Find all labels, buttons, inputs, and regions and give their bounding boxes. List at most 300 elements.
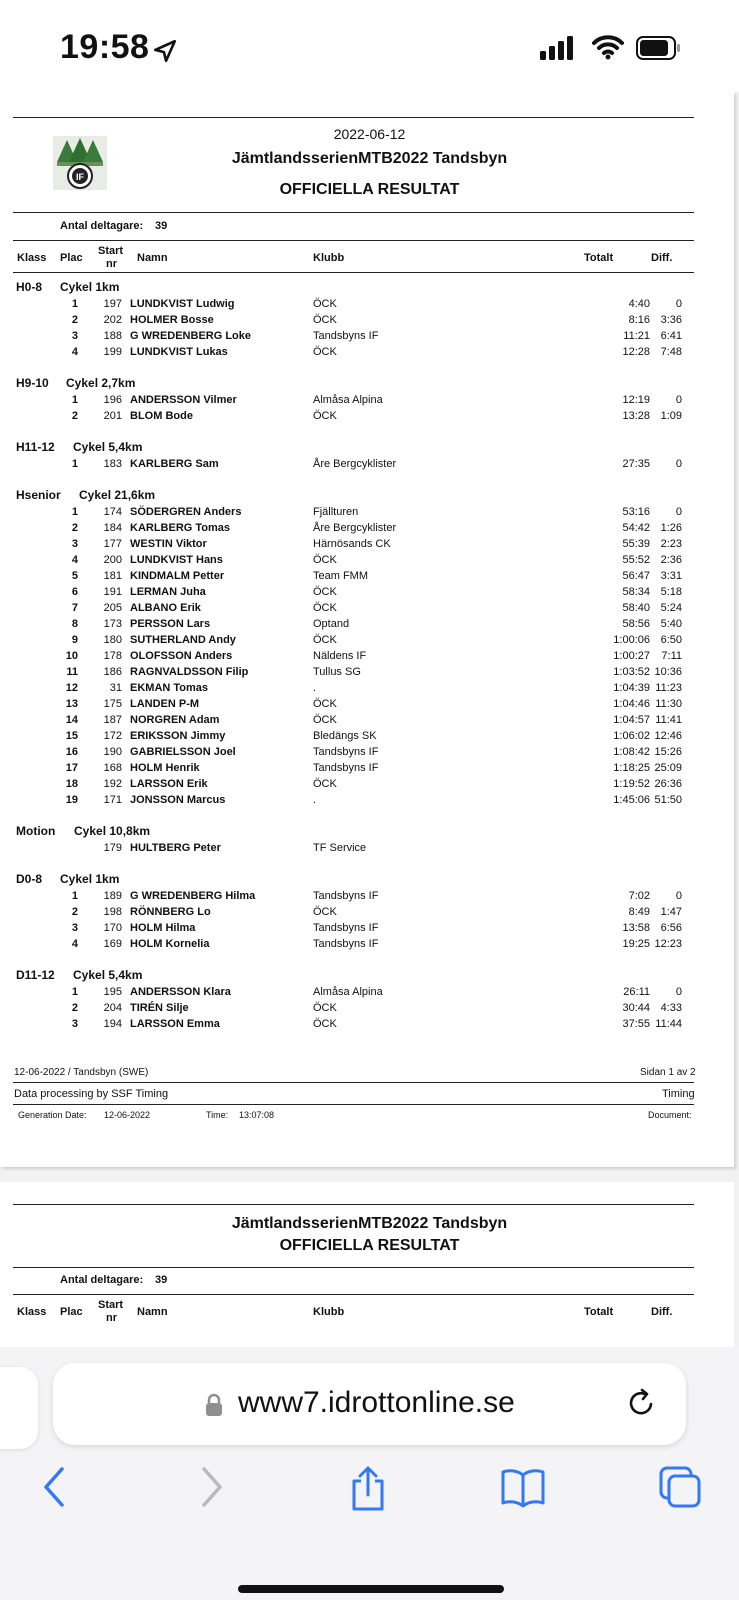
club-name: .: [313, 794, 317, 806]
time-diff: 12:46: [654, 730, 682, 742]
result-row: [0, 778, 739, 794]
placing: 11: [66, 666, 78, 678]
club-name: ÖCK: [313, 634, 337, 646]
result-row: [0, 314, 739, 330]
divider: [13, 240, 694, 241]
divider: [13, 1104, 694, 1105]
total-time: 58:34: [622, 586, 650, 598]
club-name: ÖCK: [313, 778, 337, 790]
start-number: 186: [103, 666, 122, 678]
club-name: ÖCK: [313, 602, 337, 614]
athlete-name: JONSSON Marcus: [130, 794, 226, 806]
result-row: [0, 714, 739, 730]
placing: 3: [71, 330, 78, 342]
col-nr: nr: [106, 1312, 117, 1324]
time-diff: 1:09: [660, 410, 682, 422]
athlete-name: HOLM Hilma: [130, 922, 196, 934]
total-time: 1:18:25: [613, 762, 650, 774]
result-row: [0, 650, 739, 666]
result-row: [0, 506, 739, 522]
result-row: [0, 602, 739, 618]
time-diff: 25:09: [654, 762, 682, 774]
back-icon[interactable]: [40, 1465, 68, 1509]
participants-count-page2: 39: [155, 1274, 168, 1286]
placing: 3: [71, 922, 78, 934]
start-number: 183: [103, 458, 122, 470]
result-row: [0, 330, 739, 346]
athlete-name: GABRIELSSON Joel: [130, 746, 236, 758]
browser-toolbar: [0, 1457, 739, 1527]
divider: [13, 1294, 694, 1295]
club-name: ÖCK: [313, 554, 337, 566]
share-icon[interactable]: [348, 1465, 388, 1513]
placing: 12: [65, 682, 78, 694]
placing: 4: [71, 554, 78, 566]
time-diff: 4:33: [660, 1002, 682, 1014]
class-name: D11-12: [16, 968, 55, 982]
time-diff: 5:24: [660, 602, 682, 614]
result-row: [0, 762, 739, 778]
result-row: [0, 842, 739, 858]
athlete-name: LUNDKVIST Ludwig: [130, 298, 235, 310]
athlete-name: EKMAN Tomas: [130, 682, 209, 694]
divider: [13, 1267, 694, 1268]
class-distance: Cykel 2,7km: [66, 376, 136, 390]
participants-count: 39: [155, 220, 168, 232]
total-time: 56:47: [622, 570, 650, 582]
class-distance: Cykel 10,8km: [74, 824, 151, 838]
tabs-icon[interactable]: [658, 1465, 702, 1509]
col-namn: Namn: [137, 252, 168, 264]
start-number: 191: [103, 586, 122, 598]
bookmarks-icon[interactable]: [500, 1465, 546, 1509]
athlete-name: HOLM Henrik: [130, 762, 200, 774]
time-diff: 6:56: [660, 922, 682, 934]
placing: 2: [71, 906, 78, 918]
url-text[interactable]: www7.idrottonline.se: [238, 1386, 515, 1419]
total-time: 19:25: [622, 938, 650, 950]
col-diff: Diff.: [651, 1306, 673, 1318]
club-name: .: [313, 682, 317, 694]
athlete-name: ALBANO Erik: [130, 602, 201, 614]
club-name: Åre Bergcyklister: [313, 458, 397, 470]
start-number: 204: [103, 1002, 122, 1014]
club-name: Bledängs SK: [313, 730, 377, 742]
total-time: 27:35: [622, 458, 650, 470]
time-diff: 26:36: [654, 778, 682, 790]
previous-tab-preview[interactable]: [0, 1367, 38, 1449]
club-name: ÖCK: [313, 586, 337, 598]
start-number: 173: [103, 618, 122, 630]
total-time: 1:45:06: [613, 794, 650, 806]
result-row: [0, 794, 739, 810]
col-totalt: Totalt: [584, 1306, 614, 1318]
total-time: 12:28: [622, 346, 650, 358]
footer-time-label: Time:: [206, 1110, 229, 1120]
total-time: 54:42: [622, 522, 650, 534]
start-number: 187: [103, 714, 122, 726]
placing: 6: [71, 586, 78, 598]
wifi-icon: [592, 34, 624, 60]
placing: 5: [71, 570, 78, 582]
placing: 2: [71, 410, 78, 422]
start-number: 189: [103, 890, 122, 902]
start-number: 180: [103, 634, 122, 646]
athlete-name: G WREDENBERG Loke: [130, 330, 252, 342]
forward-icon[interactable]: [198, 1465, 226, 1509]
class-distance: Cykel 5,4km: [73, 440, 143, 454]
result-row: [0, 394, 739, 410]
col-start: Start: [98, 1299, 124, 1311]
time-diff: 5:40: [660, 618, 682, 630]
time-diff: 0: [675, 394, 682, 406]
result-row: [0, 298, 739, 314]
total-time: 1:04:39: [613, 682, 650, 694]
result-row: [0, 890, 739, 906]
placing: 1: [71, 506, 78, 518]
total-time: 53:16: [622, 506, 650, 518]
placing: 19: [65, 794, 78, 806]
club-name: Åre Bergcyklister: [313, 522, 397, 534]
col-totalt: Totalt: [584, 252, 614, 264]
participants-label-page2: Antal deltagare:: [60, 1274, 144, 1286]
placing: 1: [71, 394, 78, 406]
club-name: Tandsbyns IF: [313, 922, 379, 934]
athlete-name: LERMAN Juha: [130, 586, 206, 598]
result-row: [0, 634, 739, 650]
total-time: 1:19:52: [613, 778, 650, 790]
placing: 3: [71, 538, 78, 550]
start-number: 195: [103, 986, 122, 998]
time-diff: 0: [675, 298, 682, 310]
class-name: H9-10: [16, 376, 49, 390]
time-diff: 10:36: [654, 666, 682, 678]
divider: [13, 117, 694, 118]
divider: [13, 1082, 694, 1083]
total-time: 1:08:42: [613, 746, 650, 758]
club-name: ÖCK: [313, 298, 337, 310]
athlete-name: SÖDERGREN Anders: [130, 506, 242, 518]
time-diff: 12:23: [654, 938, 682, 950]
athlete-name: ANDERSSON Vilmer: [130, 394, 237, 406]
total-time: 1:00:27: [613, 650, 650, 662]
athlete-name: RÖNNBERG Lo: [130, 906, 211, 918]
placing: 9: [71, 634, 78, 646]
footer-place: 12-06-2022 / Tandsbyn (SWE): [14, 1067, 149, 1078]
start-number: 172: [103, 730, 122, 742]
total-time: 1:06:02: [613, 730, 650, 742]
placing: 4: [71, 938, 78, 950]
battery-icon: [636, 36, 682, 60]
athlete-name: LARSSON Emma: [130, 1018, 220, 1030]
home-indicator: [238, 1585, 504, 1593]
pdf-page-2: [0, 1182, 734, 1352]
total-time: 13:58: [622, 922, 650, 934]
total-time: 58:40: [622, 602, 650, 614]
club-name: Näldens IF: [313, 650, 367, 662]
total-time: 1:03:52: [613, 666, 650, 678]
col-klubb: Klubb: [313, 1306, 345, 1318]
club-name: ÖCK: [313, 346, 337, 358]
result-row: [0, 698, 739, 714]
start-number: 202: [103, 314, 122, 326]
placing: 1: [71, 298, 78, 310]
class-distance: Cykel 21,6km: [79, 488, 156, 502]
athlete-name: ANDERSSON Klara: [130, 986, 231, 998]
start-number: 198: [103, 906, 122, 918]
total-time: 8:49: [628, 906, 650, 918]
time-diff: 15:26: [654, 746, 682, 758]
time-diff: 3:36: [660, 314, 682, 326]
result-row: [0, 682, 739, 698]
footer-timing: Timing: [662, 1088, 695, 1100]
divider: [13, 212, 694, 213]
total-time: 55:52: [622, 554, 650, 566]
total-time: 1:00:06: [613, 634, 650, 646]
result-row: [0, 906, 739, 922]
result-row: [0, 346, 739, 362]
total-time: 11:21: [623, 330, 650, 342]
placing: 7: [71, 602, 78, 614]
start-number: 190: [103, 746, 122, 758]
club-name: Team FMM: [313, 570, 368, 582]
time-diff: 2:36: [660, 554, 682, 566]
club-name: Tullus SG: [313, 666, 361, 678]
result-row: [0, 458, 739, 474]
doc-date: 2022-06-12: [333, 126, 406, 142]
athlete-name: NORGREN Adam: [130, 714, 220, 726]
time-diff: 0: [675, 506, 682, 518]
placing: 2: [71, 314, 78, 326]
athlete-name: BLOM Bode: [130, 410, 193, 422]
total-time: 58:56: [622, 618, 650, 630]
total-time: 30:44: [622, 1002, 650, 1014]
club-name: ÖCK: [313, 314, 337, 326]
doc-title: JämtlandsserienMTB2022 Tandsbyn: [231, 150, 508, 167]
athlete-name: OLOFSSON Anders: [130, 650, 233, 662]
start-number: 188: [103, 330, 122, 342]
col-klass: Klass: [17, 1306, 47, 1318]
placing: 1: [71, 458, 78, 470]
club-name: ÖCK: [313, 1002, 337, 1014]
athlete-name: WESTIN Viktor: [130, 538, 207, 550]
club-name: ÖCK: [313, 906, 337, 918]
start-number: 196: [103, 394, 122, 406]
col-plac: Plac: [60, 1306, 83, 1318]
athlete-name: LARSSON Erik: [130, 778, 208, 790]
club-name: Tandsbyns IF: [313, 762, 379, 774]
result-row: [0, 618, 739, 634]
result-row: [0, 938, 739, 954]
start-number: 178: [103, 650, 122, 662]
club-name: Almåsa Alpina: [313, 394, 383, 406]
time-diff: 51:50: [654, 794, 682, 806]
col-namn: Namn: [137, 1306, 168, 1318]
col-klubb: Klubb: [313, 252, 345, 264]
time-diff: 11:44: [655, 1018, 682, 1030]
result-row: [0, 746, 739, 762]
time-diff: 6:50: [660, 634, 682, 646]
athlete-name: HOLMER Bosse: [130, 314, 214, 326]
col-plac: Plac: [60, 252, 83, 264]
time-diff: 1:26: [660, 522, 682, 534]
total-time: 37:55: [622, 1018, 650, 1030]
time-diff: 1:47: [660, 906, 682, 918]
athlete-name: HOLM Kornelia: [130, 938, 210, 950]
club-name: Tandsbyns IF: [313, 890, 379, 902]
placing: 10: [65, 650, 78, 662]
result-row: [0, 554, 739, 570]
footer-time-value: 13:07:08: [239, 1110, 275, 1120]
footer-gen-label: Generation Date:: [18, 1110, 87, 1120]
status-bar: [0, 0, 739, 100]
time-diff: 11:23: [655, 682, 682, 694]
start-number: 192: [103, 778, 122, 790]
club-name: Tandsbyns IF: [313, 330, 379, 342]
class-name: Hsenior: [16, 488, 61, 502]
total-time: 55:39: [622, 538, 650, 550]
reload-icon[interactable]: [626, 1387, 658, 1419]
athlete-name: KARLBERG Sam: [130, 458, 219, 470]
start-number: 175: [103, 698, 122, 710]
athlete-name: KINDMALM Petter: [130, 570, 225, 582]
col-start: Start: [98, 245, 124, 257]
placing: 3: [71, 1018, 78, 1030]
start-number: 181: [103, 570, 122, 582]
result-row: [0, 538, 739, 554]
athlete-name: KARLBERG Tomas: [130, 522, 231, 534]
time-diff: 7:48: [660, 346, 682, 358]
start-number: 199: [103, 346, 122, 358]
time-diff: 2:23: [660, 538, 682, 550]
time-diff: 6:41: [660, 330, 682, 342]
location-arrow-icon: [152, 38, 178, 64]
col-klass: Klass: [17, 252, 47, 264]
time-diff: 5:18: [660, 586, 682, 598]
start-number: 205: [103, 602, 122, 614]
doc-subtitle: OFFICIELLA RESULTAT: [279, 181, 460, 198]
athlete-name: SUTHERLAND Andy: [130, 634, 236, 646]
club-name: Fjällturen: [313, 506, 359, 518]
class-distance: Cykel 1km: [60, 280, 120, 294]
start-number: 200: [103, 554, 122, 566]
placing: 1: [71, 890, 78, 902]
placing: 17: [65, 762, 78, 774]
address-bar[interactable]: [53, 1363, 686, 1445]
class-name: D0-8: [16, 872, 43, 886]
total-time: 1:04:57: [613, 714, 650, 726]
club-name: ÖCK: [313, 410, 337, 422]
class-distance: Cykel 5,4km: [73, 968, 143, 982]
result-row: [0, 922, 739, 938]
placing: 4: [71, 346, 78, 358]
divider: [13, 1204, 694, 1205]
result-row: [0, 1018, 739, 1034]
placing: 13: [65, 698, 78, 710]
start-number: 171: [103, 794, 122, 806]
class-name: H0-8: [16, 280, 43, 294]
time-diff: 3:31: [660, 570, 682, 582]
doc-title-page2: JämtlandsserienMTB2022 Tandsbyn: [231, 1215, 508, 1232]
athlete-name: TIRÉN Silje: [130, 1002, 189, 1014]
total-time: 13:28: [622, 410, 650, 422]
placing: 1: [71, 986, 78, 998]
start-number: 174: [103, 506, 122, 518]
result-row: [0, 666, 739, 682]
club-name: Tandsbyns IF: [313, 938, 379, 950]
cellular-signal-icon: [540, 36, 576, 60]
class-name: H11-12: [16, 440, 55, 454]
placing: 8: [71, 618, 78, 630]
class-name: Motion: [16, 824, 56, 838]
result-row: [0, 570, 739, 586]
result-row: [0, 586, 739, 602]
placing: 15: [65, 730, 78, 742]
svg-text:IF: IF: [76, 172, 84, 182]
doc-subtitle-page2: OFFICIELLA RESULTAT: [279, 1237, 460, 1254]
total-time: 26:11: [623, 986, 650, 998]
pdf-page-1: [0, 92, 734, 1167]
club-name: Härnösands CK: [313, 538, 391, 550]
athlete-name: LUNDKVIST Lukas: [130, 346, 228, 358]
footer-processing: Data processing by SSF Timing: [14, 1088, 169, 1100]
total-time: 1:04:46: [613, 698, 650, 710]
start-number: 170: [103, 922, 122, 934]
browser-bottom-bar: [0, 1347, 739, 1600]
start-number: 177: [103, 538, 122, 550]
result-row: [0, 1002, 739, 1018]
footer-page: Sidan 1 av 2: [640, 1067, 696, 1078]
participants-label: Antal deltagare:: [60, 220, 144, 232]
time-diff: 0: [675, 986, 682, 998]
pdf-viewer[interactable]: [0, 92, 739, 1347]
start-number: 201: [103, 410, 122, 422]
result-row: [0, 986, 739, 1002]
result-row: [0, 410, 739, 426]
footer-gen-date: 12-06-2022: [104, 1110, 151, 1120]
athlete-name: LANDEN P-M: [130, 698, 200, 710]
club-name: Optand: [313, 618, 350, 630]
divider: [13, 272, 694, 273]
col-nr: nr: [106, 258, 117, 270]
start-number: 179: [103, 842, 122, 854]
total-time: 12:19: [622, 394, 650, 406]
club-name: ÖCK: [313, 1018, 337, 1030]
time-diff: 11:30: [655, 698, 682, 710]
athlete-name: RAGNVALDSSON Filip: [130, 666, 249, 678]
club-name: Almåsa Alpina: [313, 986, 383, 998]
athlete-name: PERSSON Lars: [130, 618, 211, 630]
club-name: ÖCK: [313, 714, 337, 726]
result-row: [0, 730, 739, 746]
club-name: Tandsbyns IF: [313, 746, 379, 758]
total-time: 4:40: [628, 298, 650, 310]
class-distance: Cykel 1km: [60, 872, 120, 886]
col-diff: Diff.: [651, 252, 673, 264]
total-time: 7:02: [628, 890, 650, 902]
result-row: [0, 522, 739, 538]
athlete-name: ERIKSSON Jimmy: [130, 730, 226, 742]
start-number: 194: [103, 1018, 122, 1030]
time-diff: 0: [675, 458, 682, 470]
total-time: 8:16: [628, 314, 650, 326]
placing: 2: [71, 1002, 78, 1014]
start-number: 31: [109, 682, 122, 694]
club-name: ÖCK: [313, 698, 337, 710]
lock-icon: [205, 1393, 223, 1417]
placing: 18: [65, 778, 78, 790]
start-number: 184: [103, 522, 122, 534]
